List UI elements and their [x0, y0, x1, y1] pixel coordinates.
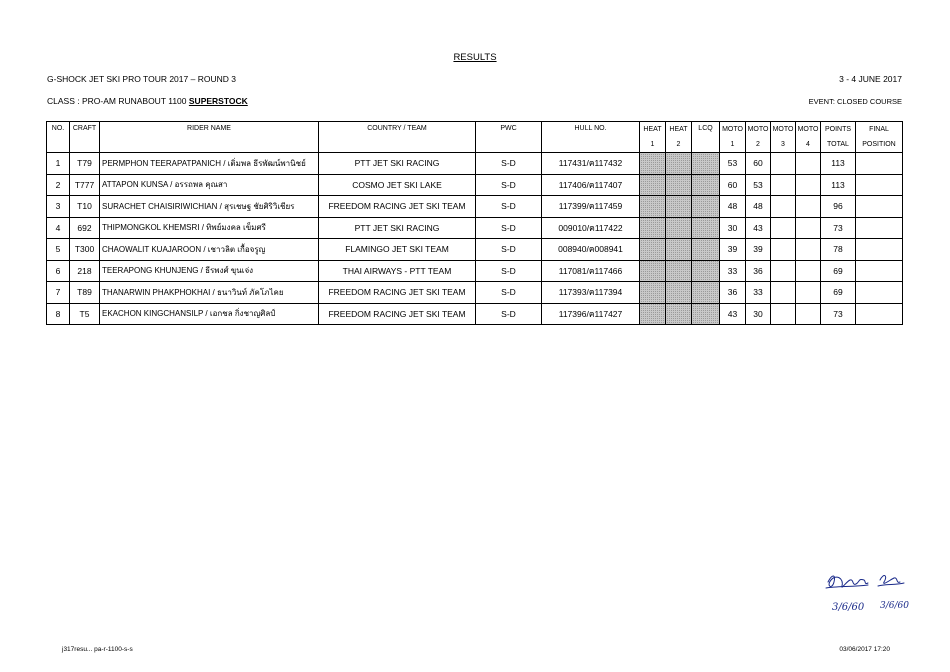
col-craft: CRAFT	[70, 122, 100, 153]
cell-craft: T79	[70, 153, 100, 175]
signature-date-1: 3/6/60	[832, 602, 865, 613]
cell-final	[856, 217, 903, 239]
cell-pwc: S-D	[476, 260, 542, 282]
cell-moto3	[771, 303, 796, 325]
col-heat2: HEAT	[666, 122, 692, 138]
cell-lcq	[692, 196, 720, 218]
table-row	[47, 282, 903, 304]
cell-lcq	[692, 239, 720, 261]
cell-points: 113	[821, 174, 856, 196]
cell-rider: THIPMONGKOL KHEMSRI / ทิพย์มงคล เข็มศรี	[100, 217, 319, 239]
cell-craft: T89	[70, 282, 100, 304]
cell-pwc: S-D	[476, 153, 542, 175]
col-heat1: HEAT	[640, 122, 666, 138]
cell-lcq	[692, 217, 720, 239]
cell-final	[856, 196, 903, 218]
class-label-text: CLASS : PRO-AM RUNABOUT 1100	[47, 96, 187, 106]
cell-hull: 117081/ค117466	[542, 260, 640, 282]
cell-moto4	[796, 196, 821, 218]
cell-no: 4	[47, 217, 70, 239]
cell-points: 73	[821, 303, 856, 325]
cell-no: 8	[47, 303, 70, 325]
cell-moto2: 48	[746, 196, 771, 218]
cell-rider: TEERAPONG KHUNJENG / ธีรพงศ์ ขุนเจ่ง	[100, 260, 319, 282]
cell-final	[856, 153, 903, 175]
cell-points: 73	[821, 217, 856, 239]
col-heat2-num: 2	[666, 137, 692, 153]
cell-lcq	[692, 303, 720, 325]
col-points: POINTS	[821, 122, 856, 138]
cell-moto1: 30	[720, 217, 746, 239]
cell-heat1	[640, 153, 666, 175]
cell-rider: ATTAPON KUNSA / อรรถพล คุณสา	[100, 174, 319, 196]
cell-team: PTT JET SKI RACING	[319, 217, 476, 239]
cell-final	[856, 260, 903, 282]
cell-lcq	[692, 174, 720, 196]
cell-heat2	[666, 196, 692, 218]
col-final: FINAL	[856, 122, 903, 138]
cell-pwc: S-D	[476, 196, 542, 218]
cell-heat2	[666, 260, 692, 282]
cell-no: 2	[47, 174, 70, 196]
cell-moto1: 43	[720, 303, 746, 325]
cell-lcq	[692, 282, 720, 304]
cell-no: 1	[47, 153, 70, 175]
table-row	[47, 303, 903, 325]
cell-craft: T300	[70, 239, 100, 261]
col-final-sub: POSITION	[856, 137, 903, 153]
cell-hull: 117393/ค117394	[542, 282, 640, 304]
cell-moto1: 48	[720, 196, 746, 218]
col-moto3: MOTO	[771, 122, 796, 138]
cell-points: 69	[821, 282, 856, 304]
footer-timestamp: 03/06/2017 17:20	[839, 646, 890, 653]
cell-lcq	[692, 153, 720, 175]
cell-moto4	[796, 282, 821, 304]
cell-hull: 117406/ค117407	[542, 174, 640, 196]
cell-moto1: 33	[720, 260, 746, 282]
cell-final	[856, 239, 903, 261]
cell-moto2: 36	[746, 260, 771, 282]
results-table	[46, 121, 903, 325]
cell-heat2	[666, 303, 692, 325]
cell-heat1	[640, 303, 666, 325]
cell-points: 78	[821, 239, 856, 261]
cell-no: 3	[47, 196, 70, 218]
cell-lcq	[692, 260, 720, 282]
cell-moto4	[796, 174, 821, 196]
table-row	[47, 153, 903, 175]
cell-heat2	[666, 239, 692, 261]
cell-final	[856, 174, 903, 196]
col-moto1-num: 1	[720, 137, 746, 153]
cell-team: FREEDOM RACING JET SKI TEAM	[319, 303, 476, 325]
cell-heat1	[640, 217, 666, 239]
cell-craft: T777	[70, 174, 100, 196]
cell-team: FLAMINGO JET SKI TEAM	[319, 239, 476, 261]
cell-moto3	[771, 174, 796, 196]
cell-craft: 692	[70, 217, 100, 239]
cell-moto1: 36	[720, 282, 746, 304]
cell-moto2: 39	[746, 239, 771, 261]
class-emphasis: SUPERSTOCK	[188, 96, 248, 106]
cell-heat1	[640, 260, 666, 282]
cell-pwc: S-D	[476, 303, 542, 325]
cell-hull: 117396/ค117427	[542, 303, 640, 325]
col-team: COUNTRY / TEAM	[319, 122, 476, 153]
col-heat1-num: 1	[640, 137, 666, 153]
table-row	[47, 239, 903, 261]
cell-no: 6	[47, 260, 70, 282]
cell-moto3	[771, 196, 796, 218]
cell-moto2: 30	[746, 303, 771, 325]
cell-team: FREEDOM RACING JET SKI TEAM	[319, 282, 476, 304]
event-type: EVENT: CLOSED COURSE	[808, 97, 902, 106]
cell-rider: CHAOWALIT KUAJAROON / เชาวลิต เกื้อจรูญ	[100, 239, 319, 261]
cell-heat2	[666, 282, 692, 304]
cell-hull: 008940/ค008941	[542, 239, 640, 261]
col-moto2-num: 2	[746, 137, 771, 153]
cell-pwc: S-D	[476, 217, 542, 239]
cell-hull: 117431/ค117432	[542, 153, 640, 175]
event-date: 3 - 4 JUNE 2017	[839, 74, 902, 84]
cell-points: 113	[821, 153, 856, 175]
cell-pwc: S-D	[476, 174, 542, 196]
col-pwc: PWC	[476, 122, 542, 153]
col-no: NO.	[47, 122, 70, 153]
cell-craft: T5	[70, 303, 100, 325]
cell-moto4	[796, 217, 821, 239]
cell-heat1	[640, 239, 666, 261]
cell-moto2: 53	[746, 174, 771, 196]
col-moto4: MOTO	[796, 122, 821, 138]
cell-moto3	[771, 260, 796, 282]
signature-mark	[822, 570, 912, 620]
cell-team: COSMO JET SKI LAKE	[319, 174, 476, 196]
cell-no: 7	[47, 282, 70, 304]
class-label	[47, 96, 248, 106]
cell-moto2: 60	[746, 153, 771, 175]
cell-rider: SURACHET CHAISIRIWICHIAN / สุรเชษฐ ชัยศิริวิเชียร	[100, 196, 319, 218]
table-row	[47, 174, 903, 196]
cell-pwc: S-D	[476, 282, 542, 304]
col-lcq: LCQ	[692, 122, 720, 153]
col-hull: HULL NO.	[542, 122, 640, 153]
cell-heat2	[666, 153, 692, 175]
cell-no: 5	[47, 239, 70, 261]
cell-craft: T10	[70, 196, 100, 218]
cell-heat2	[666, 174, 692, 196]
table-row	[47, 217, 903, 239]
table-row	[47, 196, 903, 218]
cell-moto3	[771, 282, 796, 304]
cell-moto2: 43	[746, 217, 771, 239]
cell-moto3	[771, 239, 796, 261]
cell-heat1	[640, 282, 666, 304]
cell-moto3	[771, 153, 796, 175]
cell-moto2: 33	[746, 282, 771, 304]
cell-rider: THANARWIN PHAKPHOKHAI / ธนาวินท์ ภัคโภไคย	[100, 282, 319, 304]
cell-heat1	[640, 174, 666, 196]
cell-rider: PERMPHON TEERAPATPANICH / เติ่มพล ธีรพัฒน์พานิชย์	[100, 153, 319, 175]
col-moto3-num: 3	[771, 137, 796, 153]
cell-final	[856, 303, 903, 325]
cell-team: THAI AIRWAYS - PTT TEAM	[319, 260, 476, 282]
col-points-sub: TOTAL	[821, 137, 856, 153]
cell-hull: 009010/ค117422	[542, 217, 640, 239]
cell-moto4	[796, 153, 821, 175]
cell-heat2	[666, 217, 692, 239]
cell-craft: 218	[70, 260, 100, 282]
col-moto1: MOTO	[720, 122, 746, 138]
cell-pwc: S-D	[476, 239, 542, 261]
cell-heat1	[640, 196, 666, 218]
col-moto2: MOTO	[746, 122, 771, 138]
cell-moto3	[771, 217, 796, 239]
cell-team: FREEDOM RACING JET SKI TEAM	[319, 196, 476, 218]
col-moto4-num: 4	[796, 137, 821, 153]
cell-points: 96	[821, 196, 856, 218]
cell-hull: 117399/ค117459	[542, 196, 640, 218]
event-name: G-SHOCK JET SKI PRO TOUR 2017 – ROUND 3	[47, 74, 236, 84]
signature-date-2: 3/6/60	[880, 601, 909, 611]
cell-moto4	[796, 260, 821, 282]
document-title: RESULTS	[453, 52, 497, 63]
cell-rider: EKACHON KINGCHANSILP / เอกชล กิ่งชาญศิลป์	[100, 303, 319, 325]
table-row	[47, 260, 903, 282]
header-row-1	[47, 122, 903, 138]
cell-moto1: 39	[720, 239, 746, 261]
cell-moto1: 53	[720, 153, 746, 175]
footer-filename: j317resu... pa-r-1100-s-s	[62, 646, 133, 653]
cell-points: 69	[821, 260, 856, 282]
cell-moto4	[796, 303, 821, 325]
col-rider: RIDER NAME	[100, 122, 319, 153]
cell-moto4	[796, 239, 821, 261]
cell-moto1: 60	[720, 174, 746, 196]
cell-team: PTT JET SKI RACING	[319, 153, 476, 175]
cell-final	[856, 282, 903, 304]
